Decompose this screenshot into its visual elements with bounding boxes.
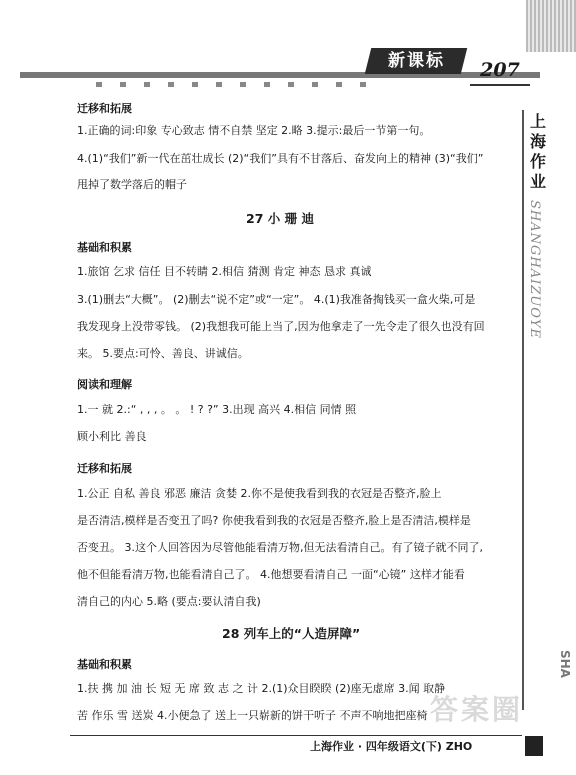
lesson-title: 27 小 珊 迪 bbox=[246, 211, 314, 226]
header-dash bbox=[216, 82, 222, 87]
section-heading: 迁移和拓展 bbox=[77, 102, 132, 115]
answer-line: 清自己的内心 5.略 (要点:要认清自我) bbox=[77, 595, 261, 608]
section-heading: 阅读和理解 bbox=[77, 378, 132, 391]
header-dash bbox=[192, 82, 198, 87]
answer-line: 1.一 就 2.:“ , , , 。 。 ! ? ?” 3.出现 高兴 4.相信 同情 照 bbox=[77, 403, 357, 416]
page-number: 207 bbox=[470, 56, 530, 86]
header-dash bbox=[360, 82, 366, 87]
section-heading: 基础和积累 bbox=[77, 241, 132, 254]
watermark: 答案圈 bbox=[430, 693, 524, 726]
answer-line: 否变丑。 3.这个人回答因为尽管他能看清万物,但无法看清自己。有了镜子就不同了, bbox=[77, 541, 483, 554]
answer-line: 3.(1)删去“大概”。 (2)删去“说不定”或“一定”。 4.(1)我准备掏钱买一盒火柴,可是 bbox=[77, 293, 476, 306]
header-dash bbox=[288, 82, 294, 87]
answer-line: 4.(1)“我们”新一代在茁壮成长 (2)“我们”具有不甘落后、奋发向上的精神 (3)“我们” bbox=[77, 152, 484, 165]
brand-text: 新课标 bbox=[387, 51, 445, 71]
answer-line: 1.旅馆 乞求 信任 目不转睛 2.相信 猜测 肯定 神态 恳求 真诚 bbox=[77, 265, 372, 278]
answer-line: 我发现身上没带零钱。 (2)我想我可能上当了,因为他拿走了一先令走了很久也没有回 bbox=[77, 320, 485, 333]
answer-line: 来。 5.要点:可怜、善良、讲诚信。 bbox=[77, 347, 249, 360]
header-bar bbox=[20, 72, 540, 78]
header-dash bbox=[120, 82, 126, 87]
corner-pattern bbox=[526, 0, 576, 52]
answer-line: 1.扶 携 加 油 长 短 无 席 致 志 之 计 2.(1)众目睽睽 (2)座无虚席 3.闻 取静 bbox=[77, 682, 446, 695]
answer-line: 1.正确的词:印象 专心致志 情不自禁 坚定 2.略 3.提示:最后一节第一句。 bbox=[77, 124, 431, 137]
header-dash bbox=[96, 82, 102, 87]
answer-line: 苦 作乐 雪 送炭 4.小便急了 送上一只崭新的饼干听子 不声不响地把座椅 bbox=[77, 709, 428, 722]
header-dash bbox=[240, 82, 246, 87]
side-latin-text: SHANGHAIZUOYE bbox=[527, 200, 542, 339]
section-heading: 迁移和拓展 bbox=[77, 462, 132, 475]
answer-line: 1.公正 自私 善良 邪恶 廉洁 贪婪 2.你不是使我看到我的衣冠是否整齐,脸上 bbox=[77, 487, 442, 500]
lesson-title: 28 列车上的“人造屏障” bbox=[222, 626, 361, 641]
header-dash bbox=[144, 82, 150, 87]
footer-marker bbox=[525, 736, 543, 756]
header-dash bbox=[312, 82, 318, 87]
header-dash bbox=[264, 82, 270, 87]
answer-line: 顾小利比 善良 bbox=[77, 430, 147, 443]
section-heading: 基础和积累 bbox=[77, 658, 132, 671]
side-latin-bottom: SHA bbox=[558, 650, 572, 678]
answer-line: 是否清洁,模样是否变丑了吗? 你使我看到我的衣冠是否整齐,脸上是否清洁,模样是 bbox=[77, 514, 471, 527]
answer-line: 他不但能看清万物,也能看清自己了。 4.他想要看清自己 一面“心镜” 这样才能看 bbox=[77, 568, 465, 581]
brand-logo bbox=[365, 48, 467, 74]
footer-text: 上海作业 · 四年级语文(下) ZHO bbox=[310, 740, 473, 753]
header-dash bbox=[336, 82, 342, 87]
footer-rule bbox=[70, 735, 522, 736]
answer-line: 甩掉了数学落后的帽子 bbox=[77, 178, 187, 191]
header-dash bbox=[168, 82, 174, 87]
side-title: 上海作业 bbox=[529, 112, 546, 191]
